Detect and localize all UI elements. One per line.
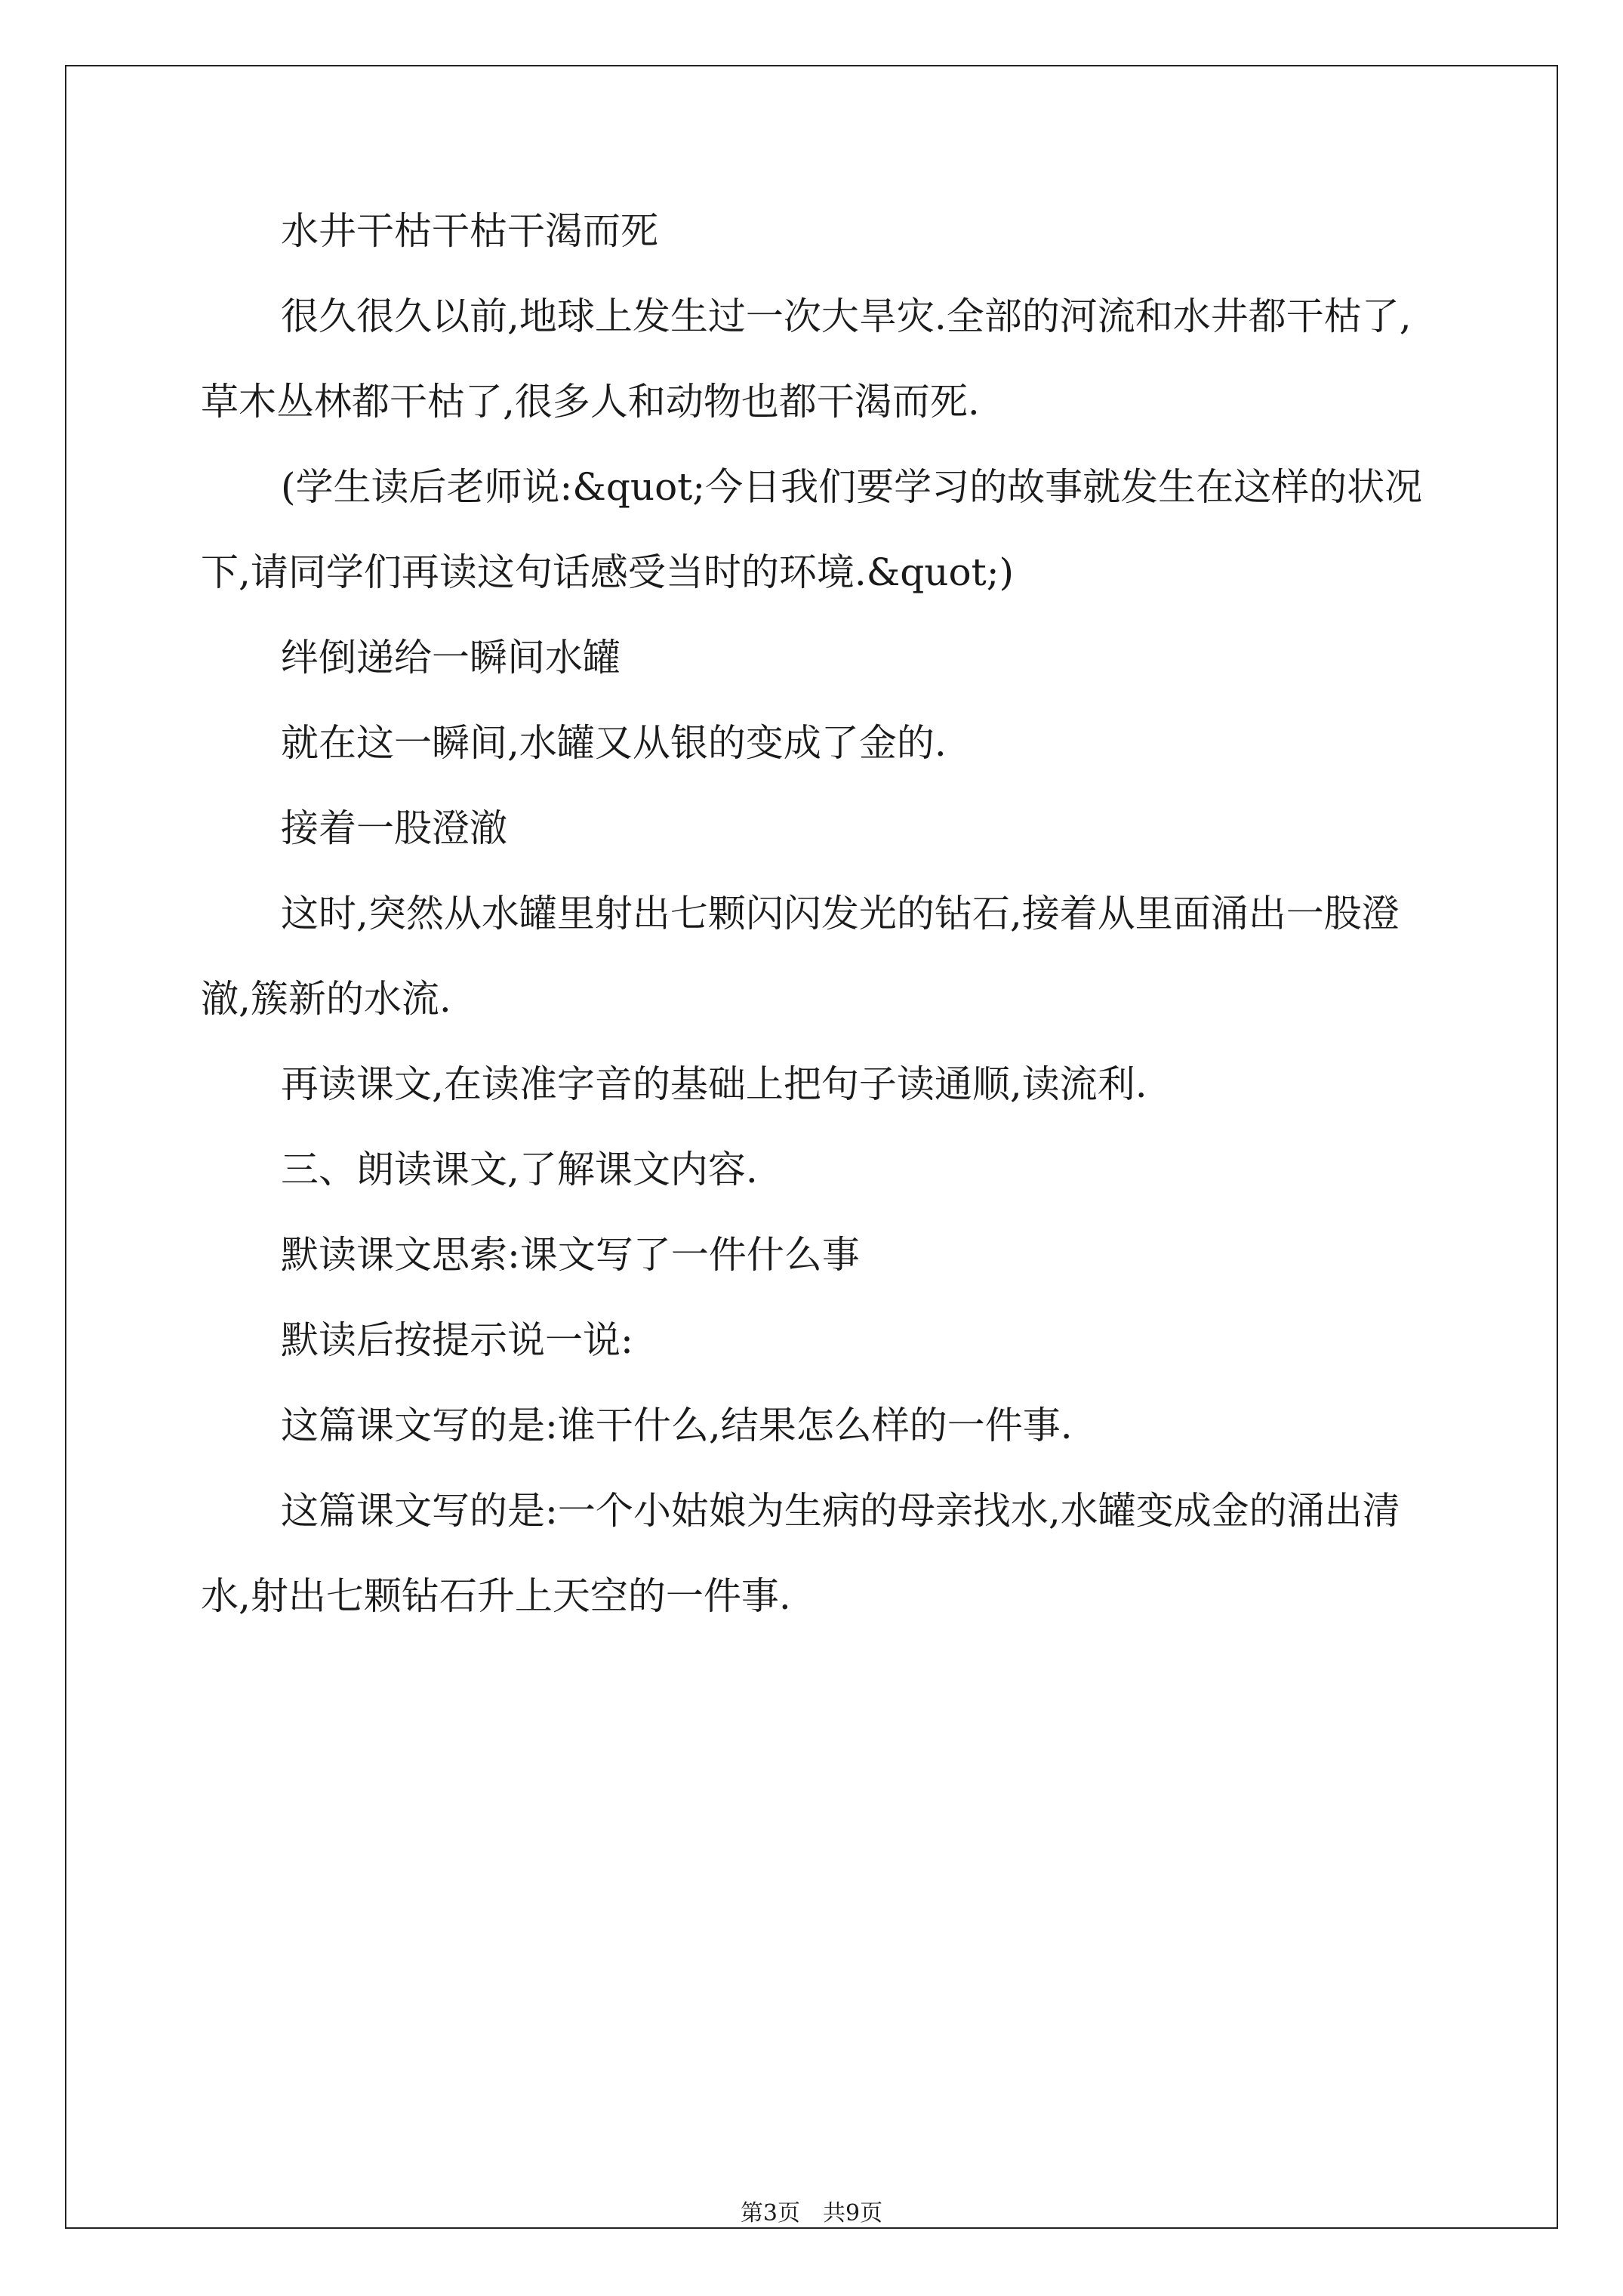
paragraph: 默读课文思索:课文写了一件什么事 bbox=[281, 1233, 860, 1277]
paragraph: 这时,突然从水罐里射出七颗闪闪发光的钻石,接着从里面涌出一股澄澈,簇新的水流. bbox=[201, 892, 1400, 1021]
document-body bbox=[201, 189, 1439, 1639]
paragraph: 绊倒递给一瞬间水罐 bbox=[281, 636, 621, 680]
paragraph: 很久很久以前,地球上发生过一次大旱灾.全部的河流和水井都干枯了,草木丛林都干枯了,很多人和动物也都干渴而死. bbox=[201, 294, 1412, 424]
paragraph: 这篇课文写的是:一个小姑娘为生病的母亲找水,水罐变成金的涌出清水,射出七颗钻石升上天空的一件事. bbox=[201, 1489, 1400, 1618]
paragraph: 三、朗读课文,了解课文内容. bbox=[281, 1148, 758, 1191]
paragraph: 默读后按提示说一说: bbox=[281, 1318, 633, 1362]
paragraph: (学生读后老师说:&quot;今日我们要学习的故事就发生在这样的状况下,请同学们再读这句话感受当时的环境.&quot;) bbox=[201, 465, 1423, 594]
paragraph: 这篇课文写的是:谁干什么,结果怎么样的一件事. bbox=[281, 1404, 1073, 1447]
paragraph: 就在这一瞬间,水罐又从银的变成了金的. bbox=[281, 721, 947, 765]
paragraph: 接着一股澄澈 bbox=[281, 806, 507, 850]
paragraph: 再读课文,在读准字音的基础上把句子读通顺,读流利. bbox=[281, 1062, 1147, 1106]
paragraph: 水井干枯干枯干渴而死 bbox=[281, 209, 658, 253]
page-number: 第3页 共9页 bbox=[740, 2200, 883, 2227]
